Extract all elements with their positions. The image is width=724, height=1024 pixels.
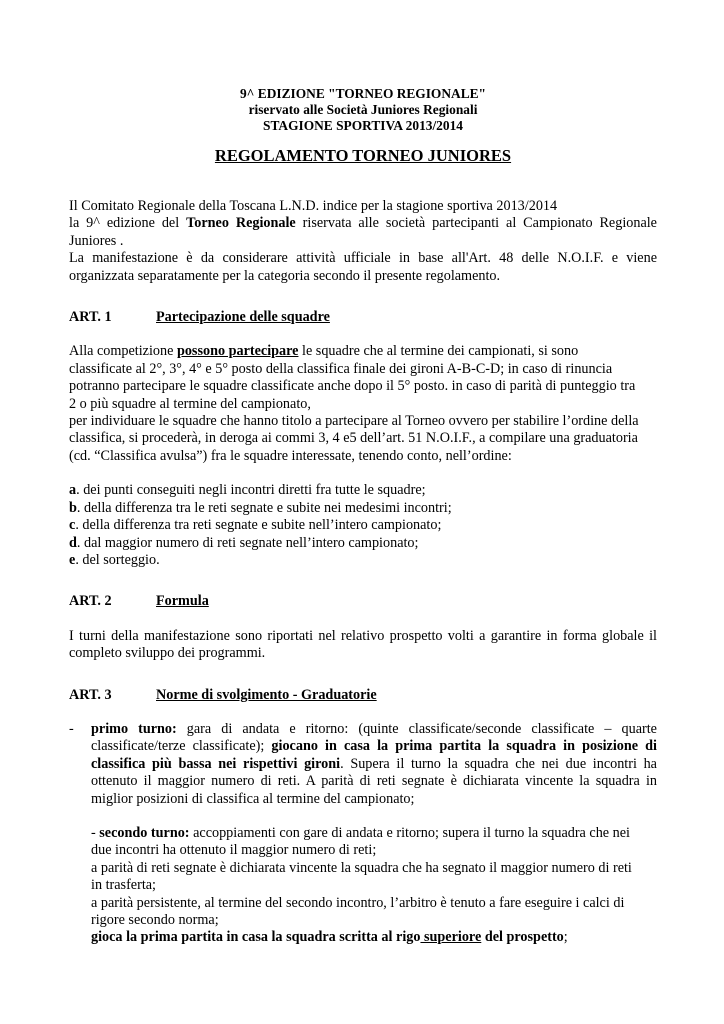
first-round-item	[69, 721, 657, 808]
regulation-document	[69, 86, 657, 947]
intro-paragraph-2: La manifestazione è da considerare attività ufficiale in base all'Art. 48 delle N.O.I.F. e viene organizzata separatamente per la categoria secondo il presente regolamento.	[69, 250, 657, 284]
article-2-body: I turni della manifestazione sono riportati nel relativo prospetto volti a garantire in forma globale il completo sviluppo dei programmi.	[69, 627, 657, 662]
page-title: REGOLAMENTO TORNEO JUNIORES	[214, 145, 512, 165]
criteria-list	[69, 482, 657, 569]
second-round-line: a parità di reti segnate è dichiarata vincente la squadra che ha segnato il maggior numero di reti	[91, 859, 632, 876]
list-item: e. del sorteggio.	[69, 551, 160, 568]
article-title: Partecipazione delle squadre	[156, 309, 330, 326]
second-round-line: gioca la prima partita in casa la squadra scritta al rigo superiore del prospetto;	[91, 929, 568, 946]
participation-line: classificate al 2°, 3°, 4° e 5° posto della classifica finale dei gironi A-B-C-D; in caso di rinuncia	[69, 360, 613, 377]
emphasis: possono partecipare	[176, 343, 299, 360]
article-3-heading	[69, 687, 657, 704]
list-item: b. della differenza tra le reti segnate e subite nei medesimi incontri;	[69, 499, 452, 516]
article-number: ART. 3	[69, 686, 112, 703]
second-round-line: in trasferta;	[91, 877, 156, 894]
participation-line: Alla competizione possono partecipare le squadre che al termine dei campionati, si sono	[69, 343, 579, 360]
article-1-heading	[69, 309, 657, 326]
list-item: a. dei punti conseguiti negli incontri diretti fra tutte le squadre;	[69, 482, 426, 499]
article-2-heading	[69, 593, 657, 610]
season-line: STAGIONE SPORTIVA 2013/2014	[263, 118, 463, 134]
edition-line: 9^ EDIZIONE "TORNEO REGIONALE"	[239, 86, 486, 101]
article-number: ART. 2	[69, 593, 112, 610]
first-round-text: primo turno: gara di andata e ritorno: (quinte classificate/seconde classificate – quarte classificate/terze classificate); giocano in casa la prima partita la squadra in posizione di classifica più bassa nei rispettivi gironi. Supera il turno la squadra che nei due incontri ha ottenuto il maggior numero di reti. A parità di reti segnate è dichiarata vincente la squadra in miglior posizioni di classifica al termine del campionato;	[91, 720, 657, 807]
participation-line: 2 o più squadre al termine del campionato,	[69, 395, 311, 412]
second-round-item	[91, 825, 657, 947]
article-number: ART. 1	[69, 309, 112, 326]
dash-marker: -	[69, 720, 74, 737]
intro-line: Il Comitato Regionale della Toscana L.N.D. indice per la stagione sportiva 2013/2014	[69, 198, 558, 215]
list-item: d. dal maggior numero di reti segnate nell’intero campionato;	[69, 534, 419, 551]
second-round-line: due incontri ha ottenuto il maggior numero di reti;	[91, 842, 377, 859]
intro-paragraph: la 9^ edizione del Torneo Regionale riservata alle società partecipanti al Campionato Regionale Juniores .	[69, 215, 657, 249]
list-item: c. della differenza tra reti segnate e subite nell’intero campionato;	[69, 517, 442, 534]
second-round-line: - secondo turno: accoppiamenti con gare di andata e ritorno; supera il turno la squadra che nei	[91, 824, 630, 841]
article-title: Formula	[156, 593, 209, 610]
intro-section	[69, 198, 657, 285]
article-title: Norme di svolgimento - Graduatorie	[156, 686, 377, 703]
participation-line: (cd. “Classifica avulsa”) fra le squadre interessate, tenendo conto, nell’ordine:	[69, 447, 512, 464]
document-header	[69, 86, 657, 135]
article-1-body	[69, 343, 657, 569]
participation-line: per individuare le squadre che hanno titolo a partecipare al Torneo ovvero per stabilire l’ordine della	[69, 413, 639, 430]
participation-line: potranno partecipare le squadre classificate anche dopo il 5° posto. in caso di parità di punteggio tra	[69, 378, 636, 395]
tournament-name: Torneo Regionale	[186, 215, 296, 232]
participation-line: classifica, si procederà, in deroga ai commi 3, 4 e5 dell’art. 51 N.O.I.F., a compilare una graduatoria	[69, 430, 638, 447]
reserved-line: riservato alle Società Juniores Regionali	[248, 102, 478, 118]
second-round-line: a parità persistente, al termine del secondo incontro, l’arbitro è tenuto a fare eseguire i calci di	[91, 894, 625, 911]
second-round-line: rigore secondo norma;	[91, 912, 219, 929]
